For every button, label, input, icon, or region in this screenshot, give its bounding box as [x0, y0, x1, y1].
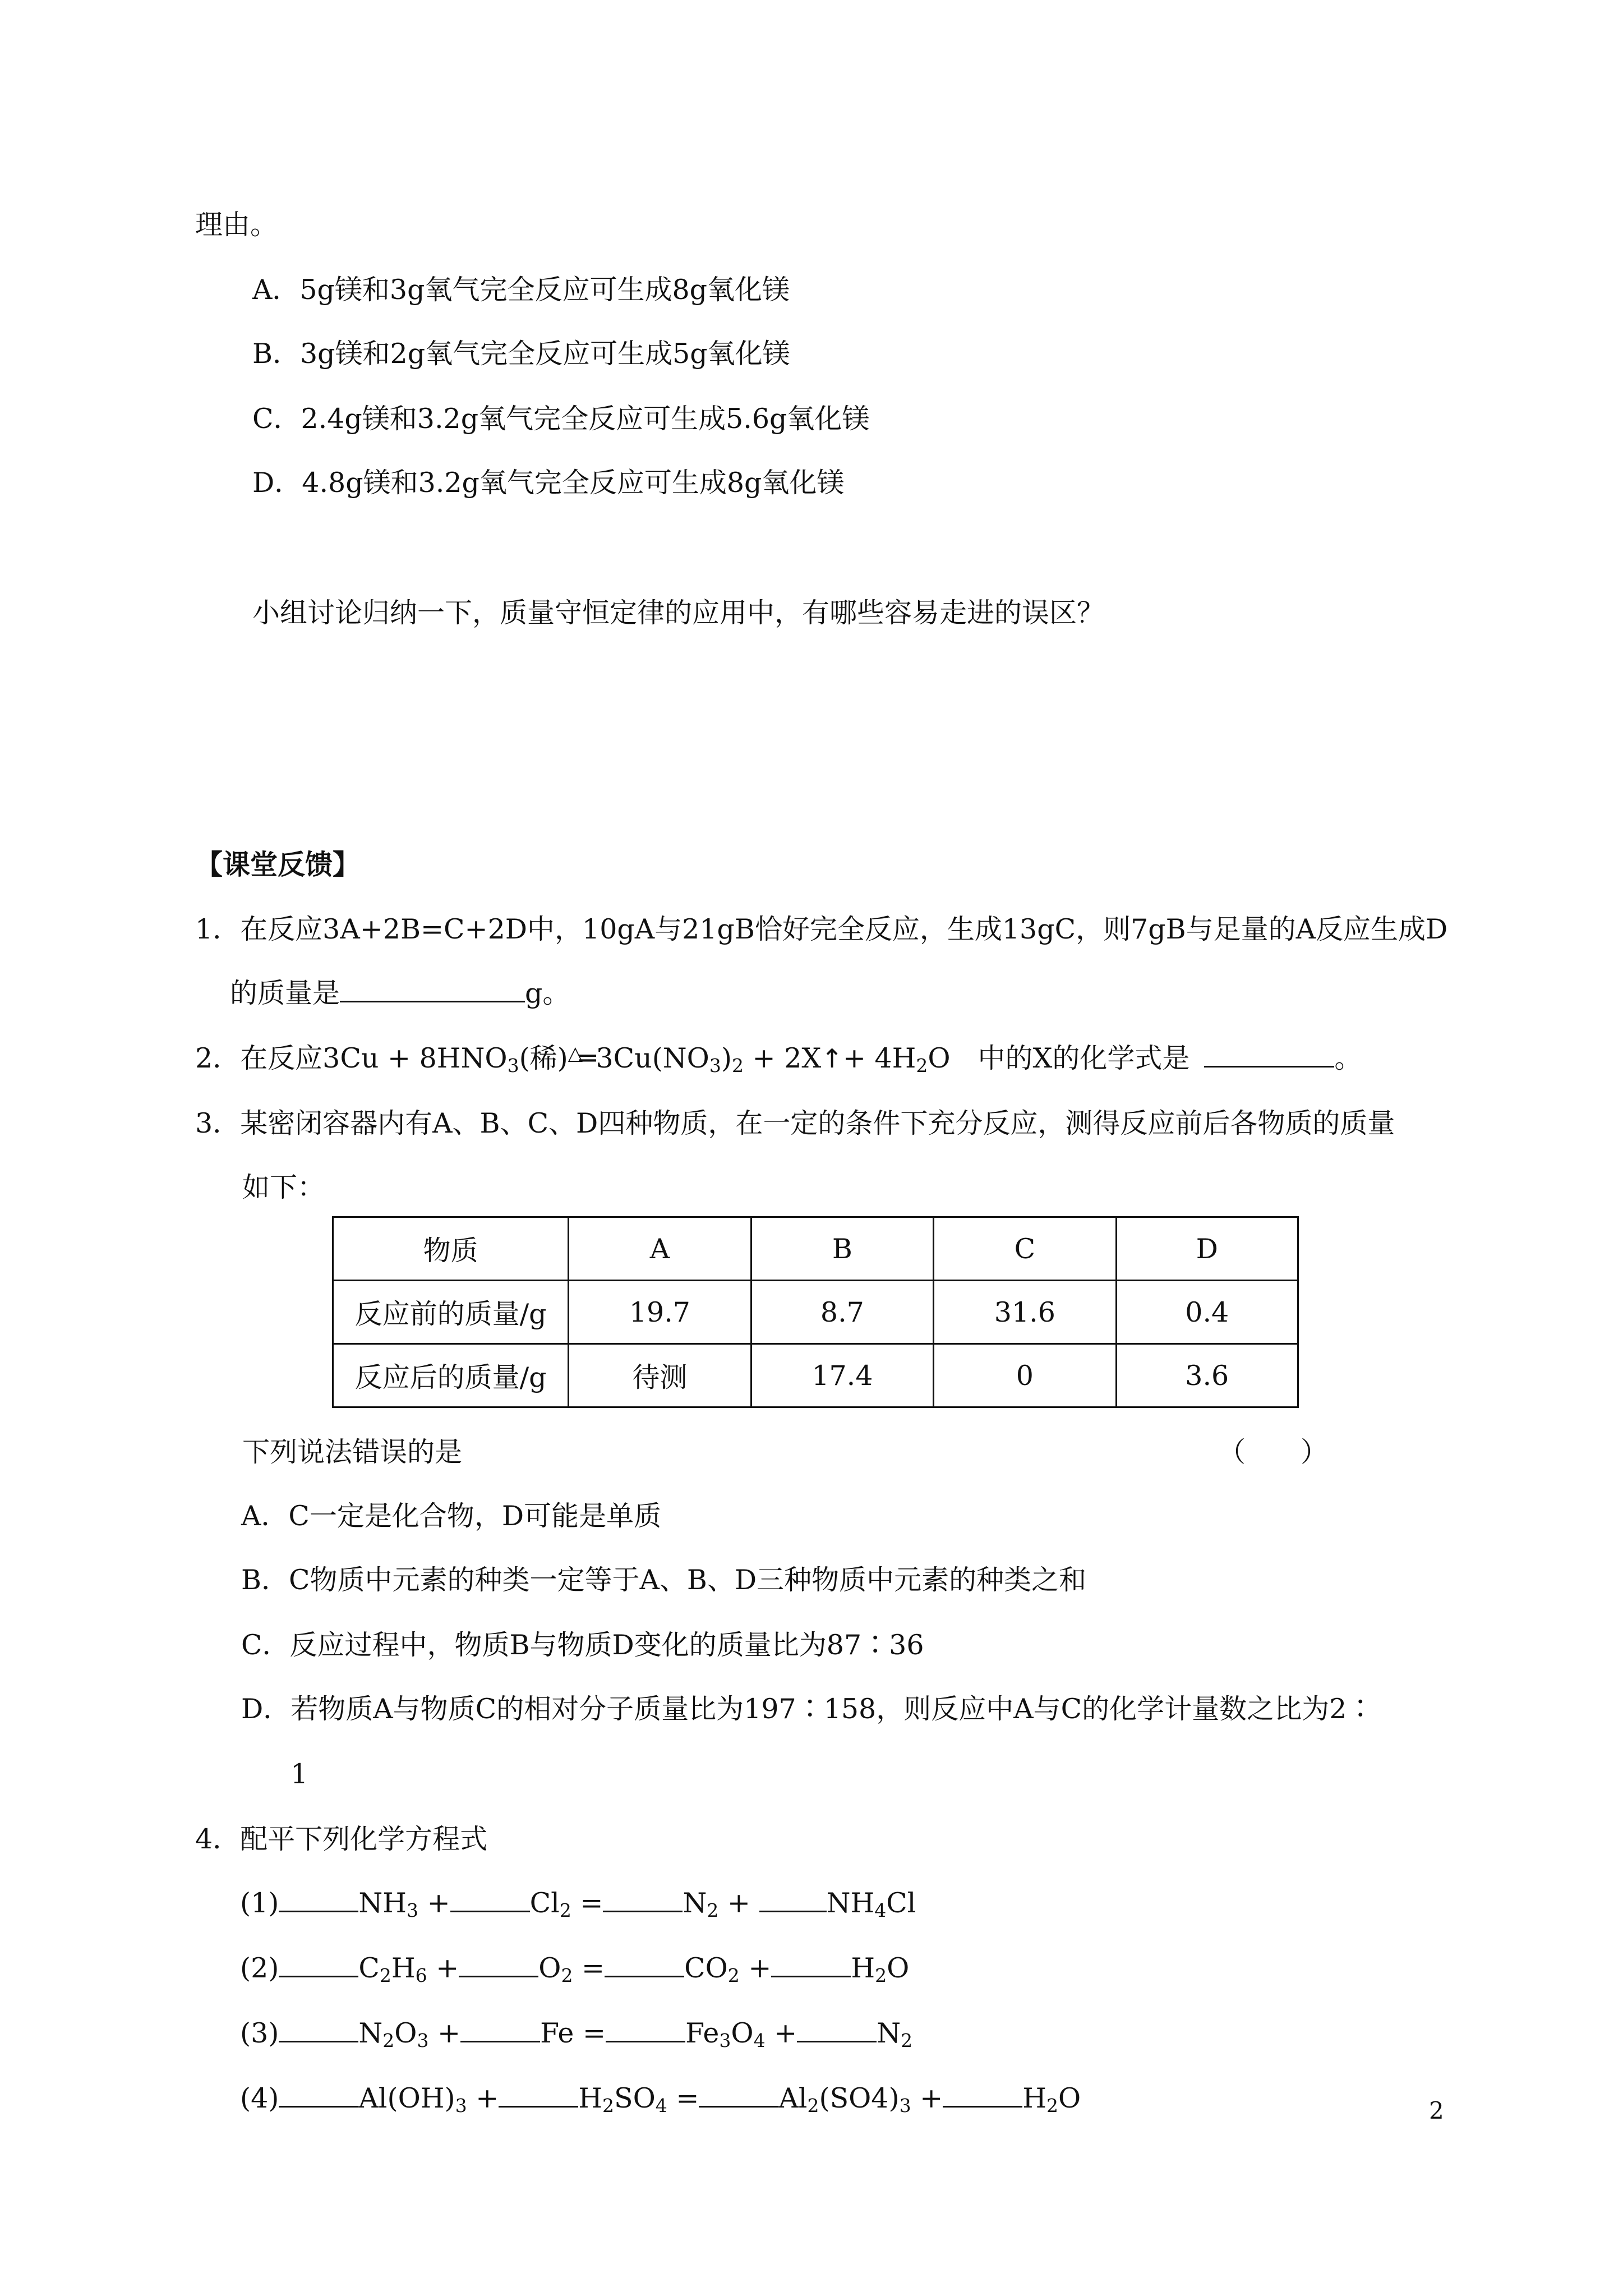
- subscript: 3: [719, 2030, 731, 2051]
- subscript: 2: [807, 2095, 819, 2116]
- formula: O: [1058, 2082, 1081, 2114]
- q2-subscript: 3: [507, 1055, 519, 1076]
- option-a: A．5g镁和3g氧气完全反应可生成8g氧化镁: [252, 274, 790, 306]
- table-header-cell: D: [1116, 1217, 1298, 1281]
- formula: H: [578, 2082, 602, 2114]
- q2-text-start: 2．在反应3Cu + 8HNO: [195, 1042, 508, 1074]
- gas-up-arrow-icon: ↑: [821, 1043, 843, 1074]
- operator: =: [571, 1887, 603, 1919]
- q2-text: (稀): [519, 1042, 568, 1074]
- coefficient-blank[interactable]: [279, 1951, 358, 1977]
- operator: +: [467, 2082, 499, 2114]
- table-cell: 待测: [569, 1344, 751, 1407]
- mass-table: [332, 1216, 1299, 1408]
- q2-subscript: 2: [731, 1055, 744, 1076]
- q3-line2: 如下：: [242, 1171, 325, 1203]
- table-header-row: [333, 1217, 1298, 1281]
- coefficient-blank[interactable]: [603, 1886, 683, 1912]
- subscript: 2: [1046, 2095, 1058, 2116]
- reaction-equals-sign: ═: [579, 1042, 596, 1074]
- subscript: 2: [379, 1964, 391, 1986]
- coefficient-blank[interactable]: [450, 1886, 530, 1912]
- formula: O: [731, 2017, 754, 2049]
- operator: +: [428, 2017, 461, 2049]
- coefficient-blank[interactable]: [279, 2081, 358, 2108]
- q2-text: + 4H: [842, 1042, 916, 1074]
- equation-4: [240, 2081, 1081, 2116]
- table-cell: 3.6: [1116, 1344, 1298, 1407]
- formula: H: [851, 1952, 875, 1984]
- q3-option-b: B．C物质中元素的种类一定等于A、B、D三种物质中元素的种类之和: [241, 1564, 1087, 1596]
- subscript: 3: [417, 2030, 429, 2051]
- table-cell: 反应后的质量/g: [333, 1344, 569, 1407]
- subscript: 4: [874, 1899, 887, 1921]
- coefficient-blank[interactable]: [699, 2081, 778, 2108]
- q1-prefix: 的质量是: [230, 977, 340, 1009]
- formula: CO: [684, 1952, 728, 1984]
- q2-answer-blank[interactable]: [1204, 1041, 1334, 1068]
- coefficient-blank[interactable]: [943, 2081, 1022, 2108]
- formula: (SO4): [819, 2082, 900, 2114]
- q3-option-a: A．C一定是化合物，D可能是单质: [241, 1500, 662, 1532]
- table-header-cell: C: [934, 1217, 1116, 1281]
- formula: O: [394, 2017, 417, 2049]
- heat-triangle-icon: △: [568, 1042, 583, 1065]
- formula: SO: [614, 2082, 656, 2114]
- table-cell: 反应前的质量/g: [333, 1281, 569, 1344]
- operator: +: [718, 1887, 759, 1919]
- formula: Al: [778, 2082, 808, 2114]
- operator: +: [765, 2017, 797, 2049]
- coefficient-blank[interactable]: [606, 2016, 685, 2042]
- coefficient-blank[interactable]: [279, 1886, 358, 1912]
- q2-subscript: 2: [916, 1055, 928, 1076]
- operator: =: [573, 1952, 605, 1984]
- q2-text: ): [721, 1042, 732, 1074]
- formula: Fe: [685, 2017, 720, 2049]
- table-cell: 8.7: [751, 1281, 933, 1344]
- equation-3: [240, 2016, 912, 2051]
- formula: N: [877, 2017, 901, 2049]
- subscript: 6: [415, 1964, 427, 1986]
- q2-period: 。: [1334, 1042, 1362, 1074]
- q3-question: 下列说法错误的是: [242, 1436, 463, 1468]
- formula: H: [391, 1952, 416, 1984]
- formula: Al(OH): [358, 2082, 455, 2114]
- operator: +: [911, 2082, 943, 2114]
- question-continuation: 理由。: [195, 209, 278, 241]
- table-cell: 17.4: [751, 1344, 933, 1407]
- q2-subscript: 3: [709, 1055, 721, 1076]
- formula: Cl: [529, 1887, 560, 1919]
- equation-number: (1): [240, 1887, 279, 1919]
- q2-text: + 2X: [743, 1042, 822, 1074]
- q1-suffix: g。: [525, 977, 570, 1009]
- q4-title: 4．配平下列化学方程式: [195, 1823, 488, 1855]
- q1-answer-blank[interactable]: [340, 976, 525, 1002]
- formula: N: [683, 1887, 707, 1919]
- subscript: 2: [875, 1964, 887, 1986]
- q2-line: [195, 1041, 1362, 1079]
- subscript: 2: [382, 2030, 395, 2051]
- coefficient-blank[interactable]: [605, 1951, 684, 1977]
- coefficient-blank[interactable]: [499, 2081, 578, 2108]
- subscript: 3: [899, 2095, 911, 2116]
- subscript: 3: [407, 1899, 419, 1921]
- table-header-cell: 物质: [333, 1217, 569, 1281]
- formula: NH: [358, 1887, 407, 1919]
- subscript: 2: [901, 2030, 913, 2051]
- q1-line2: [230, 976, 570, 1011]
- feedback-heading: 【课堂反馈】: [195, 848, 361, 881]
- q3-option-c: C．反应过程中，物质B与物质D变化的质量比为87∶36: [241, 1629, 924, 1661]
- option-d: D．4.8g镁和3.2g氧气完全反应可生成8g氧化镁: [252, 467, 845, 499]
- formula: NH: [826, 1887, 875, 1919]
- q2-text: 3Cu(NO: [596, 1042, 709, 1074]
- equation-number: (2): [240, 1952, 279, 1984]
- formula: N: [358, 2017, 383, 2049]
- table-cell: 0.4: [1116, 1281, 1298, 1344]
- subscript: 2: [559, 1899, 571, 1921]
- coefficient-blank[interactable]: [771, 1951, 851, 1977]
- option-b: B．3g镁和2g氧气完全反应可生成5g氧化镁: [252, 338, 790, 370]
- table-row: [333, 1344, 1298, 1407]
- formula: O: [887, 1952, 910, 1984]
- coefficient-blank[interactable]: [459, 1951, 538, 1977]
- table-header-cell: B: [751, 1217, 933, 1281]
- subscript: 3: [455, 2095, 467, 2116]
- formula: O: [538, 1952, 561, 1984]
- coefficient-blank[interactable]: [759, 1886, 827, 1912]
- operator: +: [418, 1887, 450, 1919]
- equation-number: (4): [240, 2082, 279, 2114]
- table-cell: 0: [934, 1344, 1116, 1407]
- page-number: 2: [1429, 2097, 1444, 2124]
- coefficient-blank[interactable]: [279, 2016, 358, 2042]
- operator: =: [667, 2082, 699, 2114]
- option-c: C．2.4g镁和3.2g氧气完全反应可生成5.6g氧化镁: [252, 403, 870, 435]
- formula: C: [358, 1952, 380, 1984]
- formula: Cl: [886, 1887, 916, 1919]
- subscript: 2: [561, 1964, 573, 1986]
- table-cell: 19.7: [569, 1281, 751, 1344]
- subscript: 4: [655, 2095, 667, 2116]
- operator: +: [739, 1952, 772, 1984]
- q3-answer-paren[interactable]: （ ）: [1218, 1436, 1329, 1468]
- formula: Fe: [540, 2017, 574, 2049]
- q1-line1: 1．在反应3A+2B=C+2D中，10gA与21gB恰好完全反应，生成13gC，则7gB与足量的A反应生成D: [195, 913, 1448, 945]
- operator: +: [427, 1952, 459, 1984]
- subscript: 2: [727, 1964, 740, 1986]
- formula: H: [1022, 2082, 1046, 2114]
- subscript: 2: [707, 1899, 719, 1921]
- table-row: [333, 1281, 1298, 1344]
- q3-line1: 3．某密闭容器内有A、B、C、D四种物质，在一定的条件下充分反应，测得反应前后各物质的质量: [195, 1107, 1395, 1139]
- equation-number: (3): [240, 2017, 279, 2049]
- subscript: 4: [753, 2030, 766, 2051]
- coefficient-blank[interactable]: [460, 2016, 540, 2042]
- coefficient-blank[interactable]: [797, 2016, 877, 2042]
- equation-2: [240, 1951, 909, 1986]
- table-cell: 31.6: [934, 1281, 1116, 1344]
- discussion-prompt: 小组讨论归纳一下，质量守恒定律的应用中，有哪些容易走进的误区？: [252, 597, 1105, 629]
- table-header-cell: A: [569, 1217, 751, 1281]
- q3-option-d-cont: 1: [291, 1758, 308, 1790]
- subscript: 2: [602, 2095, 614, 2116]
- equation-1: [240, 1886, 916, 1921]
- q2-text-end: O 中的X的化学式是: [928, 1042, 1190, 1074]
- operator: =: [574, 2017, 606, 2049]
- q3-option-d: D．若物质A与物质C的相对分子质量比为197∶158，则反应中A与C的化学计量数之比为2∶: [241, 1693, 1375, 1725]
